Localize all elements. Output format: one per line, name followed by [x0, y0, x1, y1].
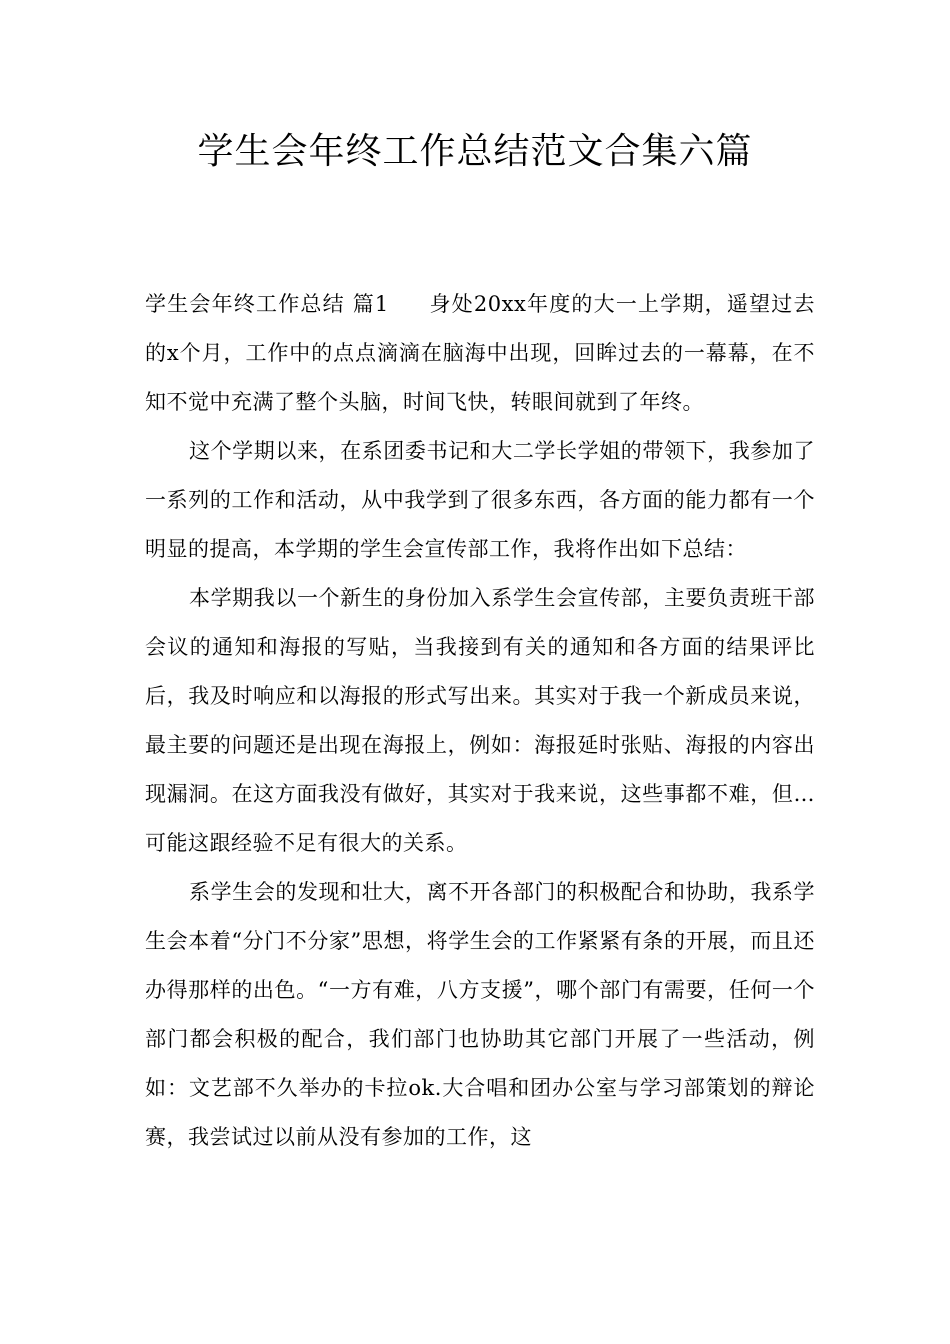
paragraph-1	[145, 280, 815, 427]
paragraph-3: 本学期我以一个新生的身份加入系学生会宣传部，主要负责班干部会议的通知和海报的写贴，当我接到有关的通知和各方面的结果评比后，我及时响应和以海报的形式写出来。其实对于我一个新成员来说，最主要的问题还是出现在海报上，例如：海报延时张贴、海报的内容出现漏洞。在这方面我没有做好，其实对于我来说，这些事都不难，但…可能这跟经验不足有很大的关系。	[145, 586, 815, 855]
section-heading: 学生会年终工作总结 篇1	[145, 292, 389, 316]
paragraph-text: 身处20xx年度的大一上学期，遥望过去的x个月，工作中的点点滴滴在脑海中出现，回眸过去的一幕幕，在不知不觉中充满了整个头脑，时间飞快，转眼间就到了年终。	[145, 292, 815, 414]
paragraph-2: 这个学期以来，在系团委书记和大二学长学姐的带领下，我参加了一系列的工作和活动，从中我学到了很多东西，各方面的能力都有一个明显的提高，本学期的学生会宣传部工作，我将作出如下总结：	[145, 439, 815, 561]
paragraph-4: 系学生会的发现和壮大，离不开各部门的积极配合和协助，我系学生会本着“分门不分家”思想，将学生会的工作紧紧有条的开展，而且还办得那样的出色。“一方有难，八方支援”，哪个部门有需要，任何一个部门都会积极的配合，我们部门也协助其它部门开展了一些活动，例如：文艺部不久举办的卡拉ok.大合唱和团办公室与学习部策划的辩论赛，我尝试过以前从没有参加的工作，这	[145, 880, 815, 1149]
document-title: 学生会年终工作总结范文合集六篇	[197, 131, 753, 172]
document-body	[145, 280, 815, 1162]
